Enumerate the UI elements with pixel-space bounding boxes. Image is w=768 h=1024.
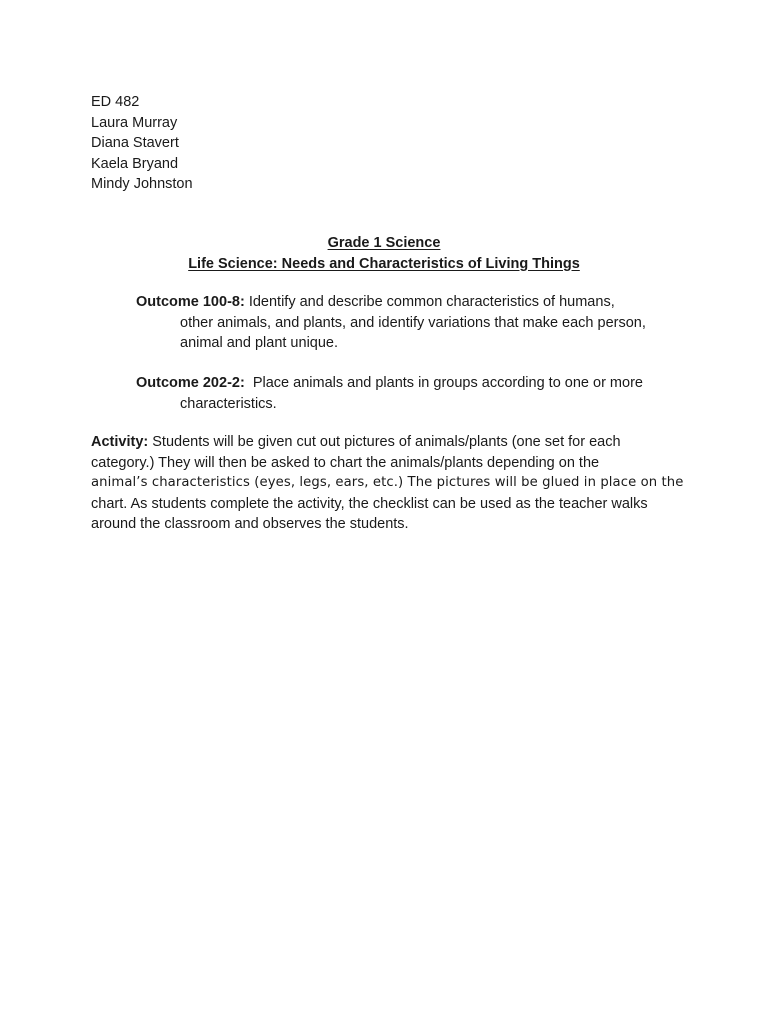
outcome-100-8 (136, 292, 696, 354)
outcome-label: Outcome 202-2: (136, 375, 245, 391)
activity-text: around the classroom and observes the students. (91, 516, 409, 533)
activity-text: Students will be given cut out pictures of animals/plants (one set for each (148, 434, 621, 450)
outcome-202-2 (136, 373, 696, 414)
topic-title: Life Science: Needs and Characteristics of Living Things (188, 255, 580, 272)
author-header (91, 92, 193, 195)
outcome-text: other animals, and plants, and identify variations that make each person, (180, 314, 646, 331)
outcome-text: Place animals and plants in groups according to one or more (244, 375, 643, 391)
outcome-text: characteristics. (180, 395, 277, 412)
author-name: Diana Stavert (91, 135, 179, 152)
activity-text: chart. As students complete the activity, the checklist can be used as the teacher walks (91, 495, 648, 512)
activity-label: Activity: (91, 434, 149, 450)
activity-text: category.) They will then be asked to chart the animals/plants depending on the (91, 454, 600, 471)
grade-title: Grade 1 Science (327, 235, 441, 251)
course-code: ED 482 (91, 94, 140, 110)
author-name: Mindy Johnston (91, 176, 193, 193)
author-name: Laura Murray (91, 114, 178, 131)
author-name: Kaela Bryand (91, 155, 179, 172)
document-titles (0, 233, 768, 274)
outcome-text: animal and plant unique. (180, 335, 339, 352)
outcome-text: Identify and describe common characteristics of humans, (244, 294, 615, 310)
activity-text: animal’s characteristics (eyes, legs, ears, etc.) The pictures will be glued in place on the (91, 475, 684, 491)
outcome-label: Outcome 100-8: (136, 294, 245, 310)
activity-paragraph (91, 432, 691, 535)
